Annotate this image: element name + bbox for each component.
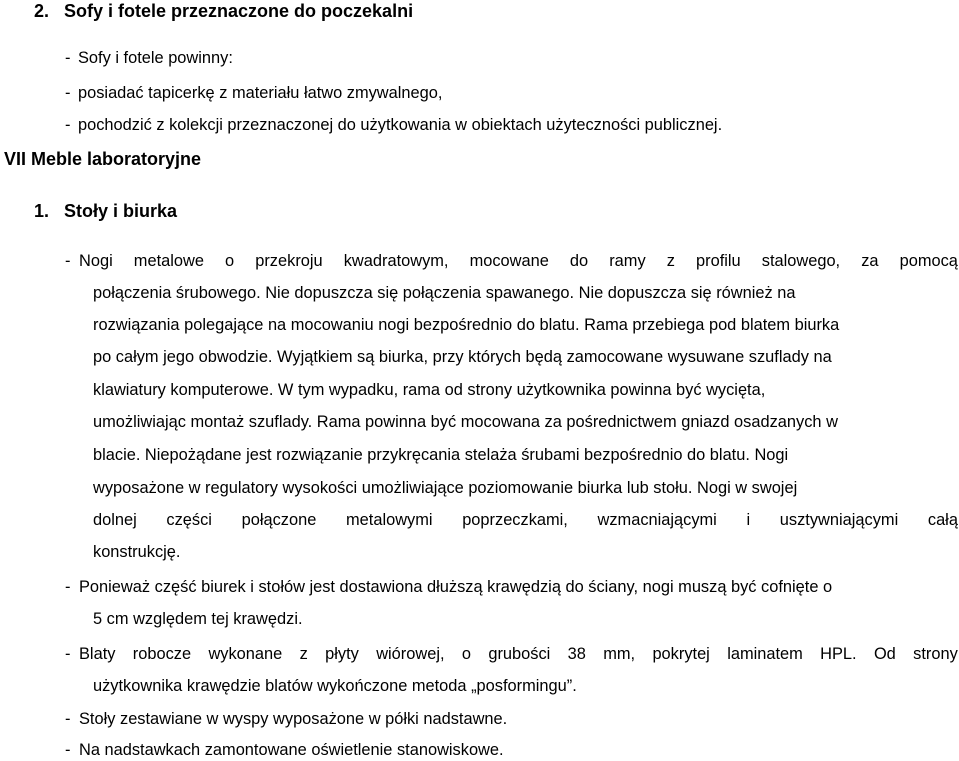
list-dash: - bbox=[65, 741, 71, 759]
paragraph-line: po całym jego obwodzie. Wyjątkiem są biurka, przy których będą zamocowane wysuwane szuflady na bbox=[93, 348, 832, 366]
word: metalowymi bbox=[346, 511, 433, 529]
word: HPL. bbox=[820, 645, 857, 663]
paragraph-line: 5 cm względem tej krawędzi. bbox=[93, 610, 303, 628]
word: do bbox=[569, 252, 589, 270]
list-dash: - bbox=[65, 645, 71, 663]
section-title: Sofy i fotele przeznaczone do poczekalni bbox=[64, 1, 414, 21]
word: laminatem bbox=[727, 645, 803, 663]
list-dash: - bbox=[65, 49, 71, 67]
section-number: 1. bbox=[34, 201, 50, 221]
word: o bbox=[461, 645, 471, 663]
paragraph-line: konstrukcję. bbox=[93, 543, 181, 561]
word: wzmacniającymi bbox=[597, 511, 717, 529]
list-dash: - bbox=[65, 252, 71, 270]
word: robocze bbox=[132, 645, 192, 663]
paragraph-line: Ponieważ część biurek i stołów jest dostawiona dłuższą krawędzią do ściany, nogi muszą być cofnięte o bbox=[79, 578, 833, 596]
section-heading bbox=[34, 0, 413, 22]
word: mm, bbox=[603, 645, 636, 663]
paragraph-line: umożliwiając montaż szuflady. Rama powinna być mocowana za pośrednictwem gniazd osadzanych w bbox=[93, 413, 838, 431]
word: części bbox=[166, 511, 212, 529]
word: przekroju bbox=[255, 252, 323, 270]
list-intro: Sofy i fotele powinny: bbox=[78, 49, 233, 67]
word: dolnej bbox=[93, 511, 137, 529]
word: wykonane bbox=[208, 645, 283, 663]
list-dash: - bbox=[65, 578, 71, 596]
list-item: posiadać tapicerkę z materiału łatwo zmywalnego, bbox=[78, 84, 443, 102]
word: metalowe bbox=[133, 252, 204, 270]
list-dash: - bbox=[65, 84, 71, 102]
word: całą bbox=[927, 511, 958, 529]
paragraph-line: użytkownika krawędzie blatów wykończone metoda „posformingu”. bbox=[93, 677, 577, 695]
paragraph-line: połączenia śrubowego. Nie dopuszcza się połączenia spawanego. Nie dopuszcza się również na bbox=[93, 284, 796, 302]
word: mocowane bbox=[469, 252, 549, 270]
word: usztywniającymi bbox=[779, 511, 899, 529]
word: kwadratowym, bbox=[343, 252, 449, 270]
word: z bbox=[299, 645, 308, 663]
word: i bbox=[746, 511, 751, 529]
section-number: 2. bbox=[34, 1, 50, 21]
word: poprzeczkami, bbox=[462, 511, 568, 529]
word: pokrytej bbox=[652, 645, 710, 663]
word: Blaty bbox=[79, 645, 116, 663]
word: grubości bbox=[488, 645, 551, 663]
word: za bbox=[861, 252, 879, 270]
paragraph-line: rozwiązania polegające na mocowaniu nogi bezpośrednio do blatu. Rama przebiega pod blatem biurka bbox=[93, 316, 840, 334]
word: pomocą bbox=[899, 252, 958, 270]
paragraph-line: klawiatury komputerowe. W tym wypadku, rama od strony użytkownika powinna być wycięta, bbox=[93, 381, 766, 399]
word: strony bbox=[913, 645, 958, 663]
word: płyty bbox=[325, 645, 359, 663]
paragraph-line bbox=[93, 509, 958, 531]
word: stalowego, bbox=[761, 252, 841, 270]
section-title: Stoły i biurka bbox=[64, 201, 178, 221]
word: profilu bbox=[696, 252, 741, 270]
word: ramy bbox=[609, 252, 646, 270]
word: 38 bbox=[567, 645, 586, 663]
word: z bbox=[666, 252, 675, 270]
paragraph-line bbox=[79, 250, 958, 272]
word: połączone bbox=[241, 511, 317, 529]
word: wiórowej, bbox=[376, 645, 445, 663]
word: Od bbox=[873, 645, 896, 663]
list-item: pochodzić z kolekcji przeznaczonej do użytkowania w obiektach użyteczności publicznej. bbox=[78, 116, 723, 134]
paragraph-line: blacie. Niepożądane jest rozwiązanie przykręcania stelaża śrubami bezpośrednio do blatu. Nogi bbox=[93, 446, 789, 464]
paragraph-line: Na nadstawkach zamontowane oświetlenie stanowiskowe. bbox=[79, 741, 504, 759]
word: o bbox=[225, 252, 235, 270]
paragraph-line: Stoły zestawiane w wyspy wyposażone w półki nadstawne. bbox=[79, 710, 508, 728]
list-dash: - bbox=[65, 116, 71, 134]
paragraph-line: wyposażone w regulatory wysokości umożliwiające poziomowanie biurka lub stołu. Nogi w swojej bbox=[93, 479, 798, 497]
chapter-heading: VII Meble laboratoryjne bbox=[4, 149, 202, 169]
word: Nogi bbox=[79, 252, 113, 270]
list-dash: - bbox=[65, 710, 71, 728]
section-heading bbox=[34, 200, 177, 222]
paragraph-line bbox=[79, 643, 958, 665]
